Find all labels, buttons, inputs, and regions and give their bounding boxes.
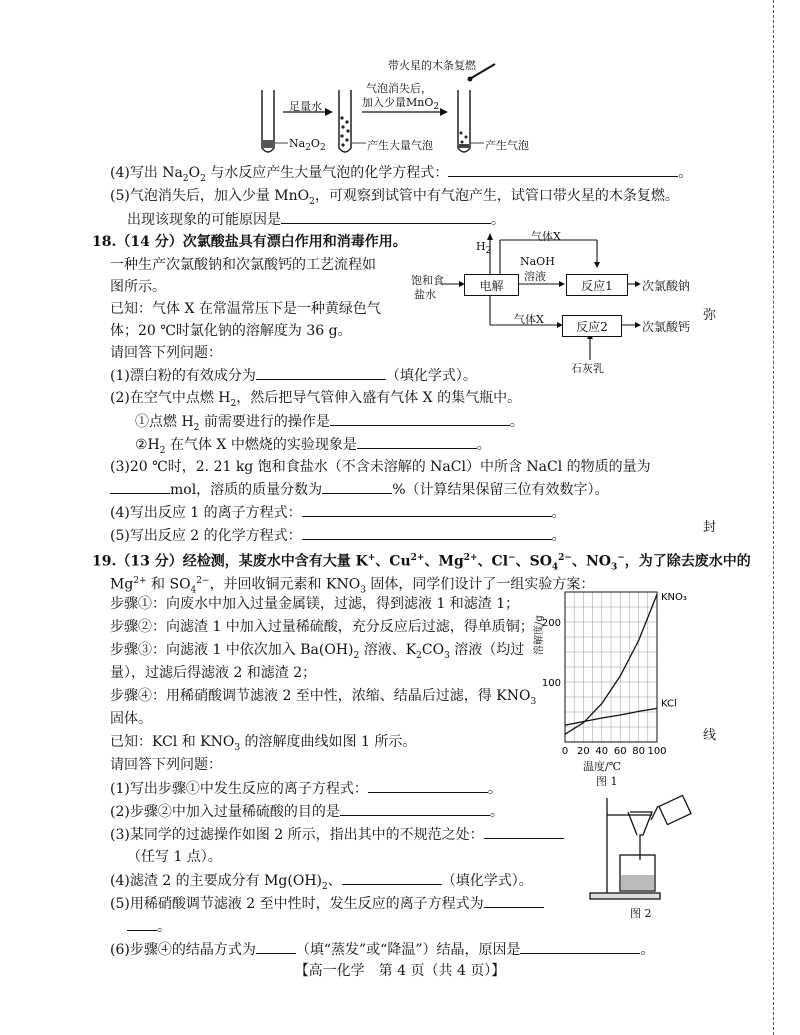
q19-head: 19.（13 分）经检测，某废水中含有大量 K+、$Cu^{2+}$、$Mg^{2+}$、Cl−、$SO_4^{2-}$、$NO_3^-$，为了除去废水中的 (92, 553, 751, 573)
q19-known: 已知：KCl 和 $KNO_3$ 的溶解度曲线如图 1 所示。 (110, 734, 417, 753)
chart-x-tick-label: 60 (613, 746, 627, 757)
q19-4: (4)滤渣 2 的主要成分有 $Mg(OH)_2$、 （填化学式）。 (110, 870, 533, 897)
flow-product1: 次氯酸钠 (642, 279, 691, 293)
q19-l2: $Mg^{2+}$ 和 $SO_4^{2-}$，并回收铜元素和 $KNO_3$ 固体，同学们设计了一组实验方案： (110, 576, 595, 596)
q19-2: (2)步骤②中加入过量稀硫酸的目的是 。 (110, 801, 504, 822)
flow-input-2: 盐水 (414, 288, 436, 301)
q19-step3: 步骤③：向滤液 1 中依次加入 $Ba(OH)_2$ 溶液、$K_2CO_3$ 溶液（均过 (110, 642, 525, 661)
flow-naoh-1: NaOH (520, 255, 555, 268)
q19-step1: 步骤①：向废水中加入过量金属镁，过滤，得到滤液 1 和滤渣 1； (110, 596, 520, 612)
large-bubbles-label: 产生大量气泡 (367, 139, 433, 152)
q18-2a: ①点燃 $H_2$ 前需要进行的操作是 。 (135, 411, 524, 438)
q18-4: (4)写出反应 1 的离子方程式： 。 (110, 502, 566, 523)
chart-y-tick-label: 200 (541, 618, 561, 629)
q18-3: (3)20 ℃时，2. 21 kg 饱和食盐水（不含未溶解的 NaCl）中所含 NaCl 的物质的量为 (110, 459, 651, 475)
fig2-caption: 图 2 (630, 907, 652, 920)
q19-5: (5)用稀硝酸调节滤液 2 至中性时，发生反应的离子方程式为 (110, 893, 544, 914)
q18-l5: 体；20 ℃时氯化钠的溶解度为 36 g。 (110, 323, 352, 339)
flow-input-1: 饱和食 (411, 274, 444, 287)
flow-reaction1-box: 反应1 (566, 274, 628, 296)
flow-electrolysis-box: 电解 (464, 274, 519, 296)
q17-5: (5)气泡消失后，加入少量 MnO$_2$，可观察到试管中有气泡产生，试管口带火星的木条复燃。 (110, 188, 679, 207)
q19-3-line2: （任写 1 点）。 (127, 849, 222, 865)
chart-xlabel: 温度/℃ (583, 760, 622, 773)
q18-3-line2: mol，溶质的质量分数为 %（计算结果保留三位有效数字）。 (110, 479, 609, 500)
q18-1: (1)漂白粉的有效成分为 （填化学式）。 (110, 365, 477, 386)
q19-step2: 步骤②：向滤渣 1 中加入过量稀硫酸，充分反应后过滤，得单质铜； (110, 619, 534, 635)
q18-head: 18.（14 分）次氯酸盐具有漂白作用和消毒作用。 (92, 234, 407, 250)
add-label-2: 加入少量MnO$_2$ (362, 96, 440, 113)
side-mark-3: 线 (703, 722, 716, 745)
page-footer: 【高一化学 第 4 页（共 4 页）】 (294, 963, 506, 979)
chart-y-tick-label: 100 (541, 678, 561, 689)
water-label: 足量水 (289, 100, 322, 113)
q18-2: (2)在空气中点燃 $H_2$，然后把导气管伸入盛有气体 X 的集气瓶中。 (110, 390, 522, 409)
side-mark-2: 封 (703, 514, 716, 537)
flow-lime: 石灰乳 (571, 362, 604, 375)
q19-step4-line2: 固体。 (110, 711, 152, 727)
q19-step3-line2: 量），过滤后得滤液 2 和滤渣 2； (110, 665, 317, 681)
q18-5: (5)写出反应 2 的化学方程式： 。 (110, 525, 566, 546)
chart-ylabel: 溶解度/g (534, 615, 545, 655)
na2o2-label: $Na_2O_2$ (289, 137, 326, 154)
flow-naoh-2: 溶液 (524, 270, 546, 283)
splint-caption: 带火星的木条复燃 (388, 59, 476, 72)
q17-5-line2: 出现该现象的可能原因是 。 (127, 209, 505, 230)
chart-series-label: KCl (661, 698, 677, 710)
side-mark-1: 弥 (703, 302, 716, 325)
chart-caption: 图 1 (596, 775, 618, 788)
q19-ask: 请回答下列问题： (110, 757, 222, 773)
q19-6: (6)步骤④的结晶方式为 （填“蒸发”或“降温”）结晶，原因是 。 (110, 939, 654, 960)
add-label-1: 气泡消失后， (366, 82, 432, 95)
flow-gas-x-bottom: 气体X (514, 313, 544, 326)
chart-x-tick-label: 80 (632, 746, 645, 757)
chart-x-tick-label: 0 (561, 746, 569, 757)
bubbles-label: 产生气泡 (485, 139, 529, 152)
q19-1: (1)写出步骤①中发生反应的离子方程式： 。 (110, 778, 502, 799)
flow-reaction2-box: 反应2 (562, 315, 622, 337)
flow-product2: 次氯酸钙 (642, 320, 691, 334)
q19-step4: 步骤④：用稀硝酸调节滤液 2 至中性，浓缩、结晶后过滤，得 $KNO_3$ (110, 688, 537, 707)
flow-h2: $H_2$ (476, 240, 492, 257)
q19-5-line2: 。 (127, 916, 171, 937)
q18-2b: $②H_2$ 在气体 X 中燃烧的实验现象是 。 (135, 434, 491, 461)
chart-x-tick-label: 100 (647, 746, 667, 757)
chart-x-tick-label: 20 (577, 746, 590, 757)
q18-l4: 已知：气体 X 在常温常压下是一种黄绿色气 (110, 301, 381, 317)
chart-series-label: KNO₃ (661, 592, 687, 603)
flow-gas-x-top: 气体X (531, 230, 561, 243)
q19-3: (3)某同学的过滤操作如图 2 所示，指出其中的不规范之处： (110, 824, 564, 845)
chart-x-tick-label: 40 (595, 746, 609, 757)
q18-l6: 请回答下列问题： (110, 345, 222, 361)
q18-l2: 一种生产次氯酸钠和次氯酸钙的工艺流程如 (110, 257, 376, 273)
q18-l3: 图所示。 (110, 279, 166, 295)
q17-4: (4)写出 $Na_2O_2$ 与水反应产生大量气泡的化学方程式： 。 (110, 162, 692, 189)
